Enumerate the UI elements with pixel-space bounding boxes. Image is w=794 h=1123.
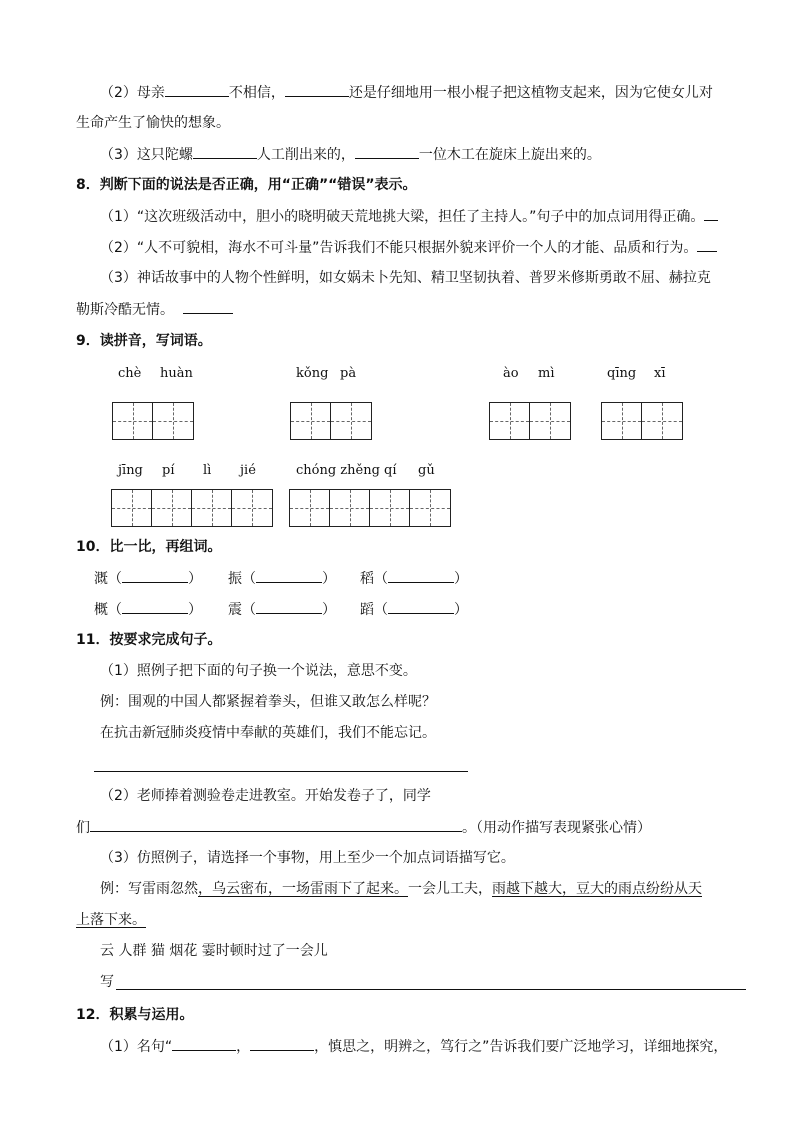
paren-close: ） — [188, 602, 202, 618]
paren-open: （ — [374, 602, 388, 618]
compare-item — [94, 568, 202, 589]
q7-item3-line — [100, 144, 601, 165]
underlined-phrase: 上落下来。 — [76, 912, 146, 928]
paren-open: （ — [374, 571, 388, 587]
answer-blank[interactable] — [388, 599, 454, 614]
compare-char: 蹈 — [360, 602, 374, 618]
pinyin: gǔ — [418, 463, 435, 478]
q8-title: 8．判断下面的说法是否正确，用“正确”“错误”表示。 — [76, 177, 417, 193]
grid-cell[interactable] — [291, 403, 331, 439]
q12-item1 — [100, 1036, 727, 1057]
q8-item1-text: （1）“这次班级活动中，胆小的晓明破天荒地挑大梁，担任了主持人。”句子中的加点词用得正确。 — [100, 209, 705, 225]
pinyin: qí — [384, 463, 397, 478]
grid-cell[interactable] — [232, 490, 272, 526]
q8-item1 — [100, 206, 718, 227]
answer-blank[interactable] — [256, 568, 322, 583]
answer-blank[interactable] — [183, 299, 233, 314]
paren-close: ） — [188, 571, 202, 587]
q8-item3-text-2: 勒斯冷酷无情。 — [76, 302, 174, 318]
compare-char: 溉 — [94, 571, 108, 587]
compare-item — [94, 599, 202, 620]
grid-cell[interactable] — [410, 490, 450, 526]
answer-line[interactable] — [116, 989, 746, 990]
q7-item2-text-3: 还是仔细地用一根小棍子把这植物支起来，因为它使女儿对 — [348, 85, 713, 101]
q11-example1: 例：围观的中国人都紧握着拳头，但谁又敢怎么样呢？ — [100, 694, 436, 710]
writing-grid[interactable] — [601, 402, 683, 440]
q11-item1: （1）照例子把下面的句子换一个说法，意思不变。 — [100, 663, 417, 679]
q8-item2 — [100, 237, 717, 258]
q7-item3-text-1: （3）这只陀螺 — [100, 147, 193, 163]
q11-sentence1: 在抗击新冠肺炎疫情中奉献的英雄们，我们不能忘记。 — [100, 725, 436, 741]
answer-blank[interactable] — [256, 599, 322, 614]
q11-example3-line1 — [100, 879, 702, 899]
q11-item3: （3）仿照例子，请选择一个事物，用上至少一个加点词语描写它。 — [100, 850, 515, 866]
q10-title: 10．比一比，再组词。 — [76, 539, 222, 555]
answer-blank[interactable] — [285, 82, 349, 97]
pinyin: xī — [654, 366, 666, 381]
grid-cell[interactable] — [331, 403, 371, 439]
answer-blank[interactable] — [697, 237, 717, 252]
grid-cell[interactable] — [113, 403, 153, 439]
pinyin: mì — [538, 366, 555, 381]
q7-item2-text-2: 不相信， — [228, 85, 285, 101]
q11-example3-line2 — [76, 910, 146, 930]
paren-close: ） — [322, 571, 336, 587]
example-text: 一会儿工夫， — [408, 881, 492, 897]
q11-item2-text-b: 们 — [76, 820, 90, 836]
q8-item2-text: （2）“人不可貌相，海水不可斗量”告诉我们不能只根据外貌来评价一个人的才能、品质和行为。 — [100, 240, 698, 256]
q9-title: 9．读拼音，写词语。 — [76, 333, 212, 349]
grid-cell[interactable] — [153, 403, 193, 439]
grid-cell[interactable] — [112, 490, 152, 526]
grid-cell[interactable] — [330, 490, 370, 526]
compare-char: 振 — [228, 571, 242, 587]
pinyin: qīng — [607, 366, 637, 381]
q7-item3-text-2: 人工削出来的， — [256, 147, 355, 163]
q7-item2-line1 — [100, 82, 713, 103]
q7-item2-line2 — [76, 113, 230, 133]
writing-grid[interactable] — [290, 402, 372, 440]
pinyin: pí — [162, 463, 175, 478]
q11-write-label: 写 — [100, 974, 114, 990]
compare-item — [228, 599, 336, 620]
writing-grid[interactable] — [111, 489, 273, 527]
answer-blank[interactable] — [193, 144, 257, 159]
paren-open: （ — [108, 602, 122, 618]
paren-open: （ — [108, 571, 122, 587]
pinyin: huàn — [160, 366, 193, 381]
compare-char: 稻 — [360, 571, 374, 587]
paren-close: ） — [454, 602, 468, 618]
underlined-phrase: ，乌云密布，一场雷雨下了起来。 — [198, 881, 408, 897]
answer-blank[interactable] — [165, 82, 229, 97]
q11-item2-line1: （2）老师捧着测验卷走进教室。开始发卷子了，同学 — [100, 788, 431, 804]
example-text: 例：写雷雨忽然 — [100, 881, 198, 897]
q7-item3-text-3: 一位木工在旋床上旋出来的。 — [418, 147, 601, 163]
answer-blank[interactable] — [122, 599, 188, 614]
paren-open: （ — [242, 602, 256, 618]
answer-blank[interactable] — [122, 568, 188, 583]
q7-item2-text-4: 生命产生了愉快的想象。 — [76, 115, 230, 131]
grid-cell[interactable] — [490, 403, 530, 439]
answer-blank[interactable] — [250, 1036, 314, 1051]
answer-line[interactable] — [94, 771, 468, 772]
grid-cell[interactable] — [530, 403, 570, 439]
paren-close: ） — [454, 571, 468, 587]
compare-item — [228, 568, 336, 589]
grid-cell[interactable] — [152, 490, 192, 526]
pinyin: jié — [240, 463, 256, 478]
compare-item — [360, 568, 468, 589]
grid-cell[interactable] — [290, 490, 330, 526]
answer-blank[interactable] — [172, 1036, 236, 1051]
q11-title: 11．按要求完成句子。 — [76, 632, 222, 648]
underlined-phrase: 雨越下越大，豆大的雨点纷纷从天 — [492, 881, 702, 897]
q12-item1-text-c: ，慎思之，明辨之，笃行之”告诉我们要广泛地学习，详细地探究， — [314, 1039, 728, 1055]
compare-item — [360, 599, 468, 620]
grid-cell[interactable] — [642, 403, 682, 439]
pinyin: chè — [118, 366, 142, 381]
grid-cell[interactable] — [370, 490, 410, 526]
writing-grid[interactable] — [289, 489, 451, 527]
writing-grid[interactable] — [489, 402, 571, 440]
pinyin: lì — [203, 463, 212, 478]
grid-cell[interactable] — [602, 403, 642, 439]
pinyin: chóng zhěng — [296, 463, 380, 478]
answer-blank[interactable] — [704, 206, 718, 221]
pinyin: kǒng — [296, 366, 329, 381]
q12-item1-text-a: （1）名句“ — [100, 1039, 173, 1055]
q11-word-choices: 云 人群 猫 烟花 霎时顿时过了一会儿 — [100, 943, 328, 959]
q11-item2-text-c: 。（用动作描写表现紧张心情） — [462, 820, 651, 836]
writing-grid[interactable] — [112, 402, 194, 440]
pinyin: ào — [503, 366, 519, 381]
pinyin: jīng — [118, 463, 143, 478]
grid-cell[interactable] — [192, 490, 232, 526]
q12-item1-text-b: ， — [236, 1039, 251, 1055]
q8-item3-line1: （3）神话故事中的人物个性鲜明，如女娲未卜先知、精卫坚韧执着、普罗米修斯勇敢不屈、赫拉克 — [100, 270, 711, 286]
pinyin: pà — [340, 366, 357, 381]
answer-blank[interactable] — [90, 817, 462, 832]
paren-open: （ — [242, 571, 256, 587]
compare-char: 概 — [94, 602, 108, 618]
compare-char: 震 — [228, 602, 242, 618]
q12-title: 12．积累与运用。 — [76, 1007, 194, 1023]
q11-item2-line2 — [76, 817, 651, 838]
answer-blank[interactable] — [355, 144, 419, 159]
paren-close: ） — [322, 602, 336, 618]
q8-item3-line2 — [76, 299, 233, 320]
q7-item2-text-1: （2）母亲 — [100, 85, 165, 101]
answer-blank[interactable] — [388, 568, 454, 583]
